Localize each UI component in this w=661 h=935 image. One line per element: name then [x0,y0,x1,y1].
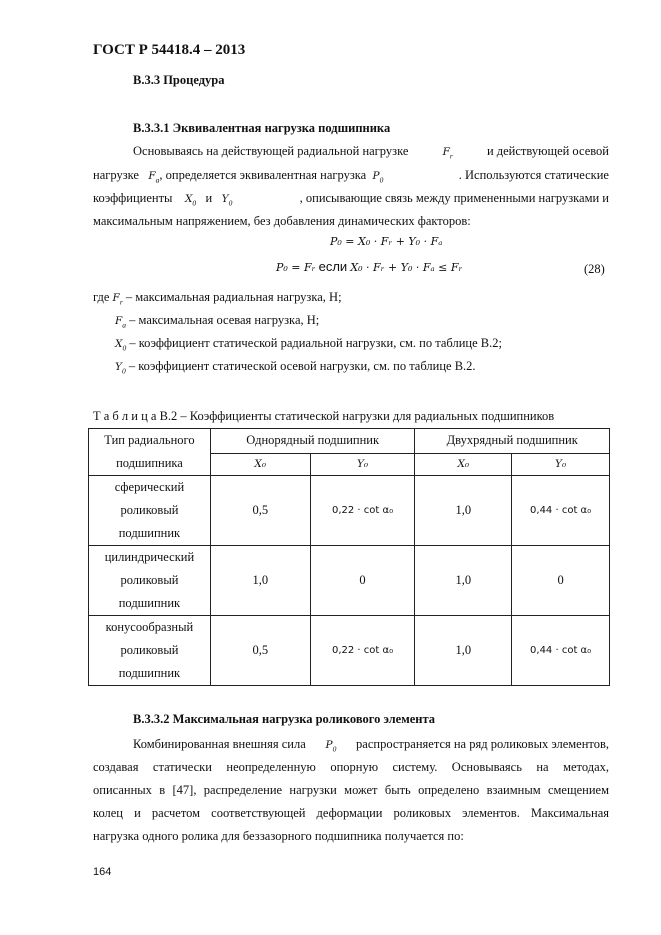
paragraph-line: нагрузка одного ролика для беззазорного подшипника получается по: [93,829,464,843]
table-caption: Т а б л и ц а В.2 – Коэффициенты статической нагрузки для радиальных подшипников [93,409,555,423]
value-cell: 1,0 [415,616,512,686]
text-run: Основываясь на действующей радиальной нагрузке [133,144,409,158]
symbol-fa: $F_a$ [148,170,160,185]
paragraph-line [133,735,609,759]
formula-condition: P₀ = Fᵣ если X₀ · Fᵣ + Y₀ · Fₐ ≤ Fᵣ [276,259,463,274]
symbol-y0: $Y_0$ [221,193,233,208]
value-cell: 1,0 [415,546,512,616]
subheader-y0: Y₀ [310,453,415,475]
page-number: 164 [93,866,112,878]
formula-equivalent-load: P₀ = X₀ · Fᵣ + Y₀ · Fₐ [330,235,443,248]
document-header: ГОСТ Р 54418.4 – 2013 [93,42,246,58]
value-cell: 0 [310,546,415,616]
table-row [89,546,610,616]
paragraph-line: создавая статически неопределенную опорную систему. Основываясь на методах, [93,760,609,774]
text-run: коэффициенты [93,191,173,205]
text-run: Комбинированная внешняя сила [133,737,306,751]
bearing-type-cell: конусообразный роликовый подшипник [89,616,211,686]
paragraph-line [133,142,609,166]
paragraph-line [93,166,609,190]
paragraph-line: максимальным напряжением, без добавления динамических факторов: [93,214,471,228]
header-double-row: Двухрядный подшипник [415,429,610,454]
bearing-type-cell: цилиндрический роликовый подшипник [89,546,211,616]
value-cell: 0,5 [210,616,310,686]
text-run: , описывающие связь между примененными нагрузками и [299,191,609,205]
symbol-x0: $X_0$ [184,193,197,208]
definition-y0: $Y_0$ – коэффициент статической осевой нагрузки, см. по таблице В.2. [115,359,476,376]
symbol-p0: $P_0$ [372,170,384,185]
table-row [89,616,610,686]
text-run: нагрузке [93,168,139,182]
symbol-fr: $F_r$ [442,146,453,161]
value-cell: 0,22 · cot α₀ [310,616,415,686]
text-run: распространяется на ряд роликовых элементов, [356,737,609,751]
definition-fa: $F_a$ – максимальная осевая нагрузка, Н; [115,313,320,330]
value-cell: 1,0 [415,476,512,546]
subheader-x0: X₀ [210,453,310,475]
value-cell: 0 [512,546,610,616]
text-run: . Используются статические [458,168,609,182]
header-bearing-type: Тип радиального подшипника [89,429,211,476]
subheader-y0: Y₀ [512,453,610,475]
subsection-title-2: В.3.3.2 Максимальная нагрузка роликового элемента [133,712,436,726]
subheader-x0: X₀ [415,453,512,475]
subsection-title-1: В.3.3.1 Эквивалентная нагрузка подшипника [133,121,391,135]
value-cell: 0,44 · cot α₀ [512,616,610,686]
text-run: и [205,191,213,205]
value-cell: 0,22 · cot α₀ [310,476,415,546]
symbol-p0: $P_0$ [325,739,337,754]
text-run: и действующей осевой [486,144,609,158]
paragraph-line: колец и расчетом соответствующей деформации роликовых элементов. Максимальная [93,806,609,820]
paragraph-line [93,189,609,213]
table-row [89,476,610,546]
value-cell: 1,0 [210,546,310,616]
definition-fr: где $F_r$ – максимальная радиальная нагрузка, Н; [93,290,342,307]
table-header-row [89,429,610,454]
paragraph-line: описанных в [47], распределение нагрузки может быть определено взаимным смещением [93,783,609,797]
equation-number: (28) [584,262,605,276]
header-single-row: Однорядный подшипник [210,429,415,454]
text-run: , определяется эквивалентная нагрузка [159,168,367,182]
value-cell: 0,44 · cot α₀ [512,476,610,546]
section-title: В.3.3 Процедура [133,73,225,87]
coefficients-table [88,428,610,686]
value-cell: 0,5 [210,476,310,546]
definition-x0: $X_0$ – коэффициент статической радиальной нагрузки, см. по таблице В.2; [115,336,502,353]
bearing-type-cell: сферический роликовый подшипник [89,476,211,546]
